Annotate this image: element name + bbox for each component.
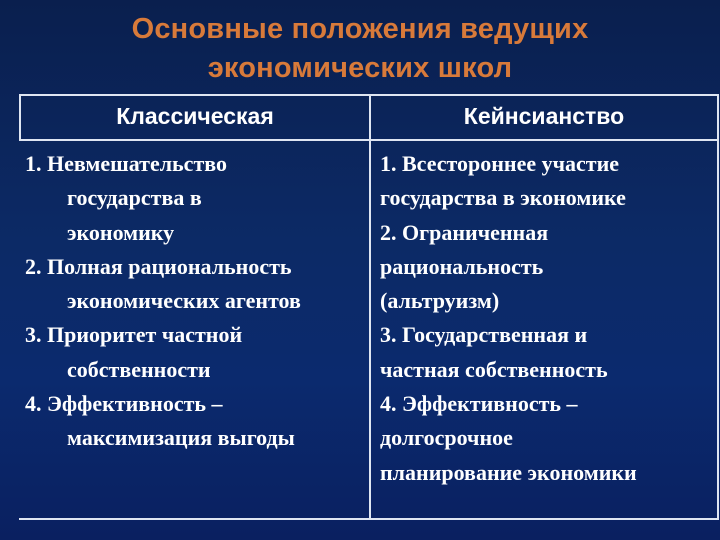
list-item: собственности [67,356,211,382]
list-item: рациональность [380,253,544,279]
list-item: 4. Эффективность – [380,391,578,417]
list-item: максимизация выгоды [67,425,295,451]
header-keynesian: Кейнсианство [463,103,625,129]
list-item: 3. Приоритет частной [25,322,243,348]
list-item: 2. Ограниченная [380,219,549,245]
list-item: (альтруизм) [380,288,500,314]
classical-column [25,147,301,456]
slide-title-line-1: Основные положения ведущих [131,13,589,45]
list-item: государства в экономике [380,185,626,211]
table-column-divider [369,94,371,520]
keynesian-column [380,147,637,490]
slide-title-line-2: экономических школ [207,52,513,84]
table-border-right [717,94,719,520]
list-item: 4. Эффективность – [25,391,223,417]
list-item: государства в [67,185,202,211]
header-classical: Классическая [116,103,274,129]
list-item: экономических агентов [67,288,301,314]
list-item: планирование экономики [380,459,637,485]
list-item: экономику [67,219,175,245]
list-item: 1. Невмешательство [25,151,227,176]
list-item: 1. Всестороннее участие [380,151,620,176]
list-item: частная собственность [380,356,608,382]
list-item: 3. Государственная и [380,322,588,348]
list-item: долгосрочное [380,425,513,451]
list-item: 2. Полная рациональность [25,253,292,279]
